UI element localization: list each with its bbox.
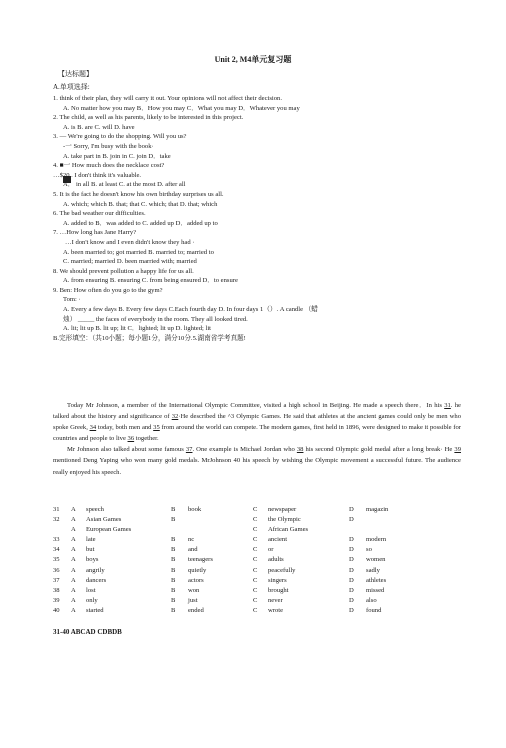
- question-number: 39: [53, 596, 60, 604]
- option-text-d: found: [366, 606, 382, 614]
- option-letter-a: A: [71, 556, 76, 564]
- question-line: 5. It is the fact he doesn't know his own birthday surprises us all.: [53, 190, 224, 198]
- passage-paragraph: [53, 400, 461, 444]
- blank-number: 34: [89, 424, 97, 432]
- passage-text: Mr Johnson also talked about some famous: [67, 446, 186, 454]
- question-number: 34: [53, 546, 60, 554]
- options-row: [53, 556, 473, 566]
- option-text-b: book: [188, 506, 202, 513]
- option-letter-b: B: [171, 606, 176, 614]
- option-line: A. been married to; got married B. married to; married to: [63, 248, 214, 256]
- question-line: Tom: ·: [63, 296, 81, 304]
- options-row: [53, 516, 473, 526]
- blank-number: 35: [153, 424, 160, 432]
- option-letter-d: D: [349, 596, 354, 604]
- blank-number: 32: [171, 413, 179, 421]
- option-line: A. lit; lit up B. lit up; lit C．lighted; lit up D. lighted; lit: [63, 325, 211, 333]
- option-text-d: modern: [366, 536, 387, 544]
- option-letter-d: D: [349, 586, 354, 594]
- option-text-a: dancers: [86, 576, 107, 584]
- option-letter-a: A: [71, 596, 76, 604]
- option-letter-c: C: [253, 556, 258, 564]
- option-text-b: nc: [188, 536, 195, 544]
- option-text-c: brought: [268, 586, 289, 594]
- blank-number: 38: [296, 446, 304, 454]
- option-line: A． in all B. at least C. at the most D. after all: [63, 181, 186, 189]
- option-letter-b: B: [171, 596, 176, 604]
- question-line: 1. think of their plan, they will carry it out. Your opinions will not affect their decision.: [53, 95, 282, 102]
- option-letter-b: B: [171, 586, 176, 594]
- option-letter-a: A: [71, 506, 76, 513]
- option-line: A. which; which B. that; that C. which; that D. that; which: [63, 200, 218, 208]
- question-line: 烛） _____ the faces of everybody in the room. They all looked tired.: [63, 315, 248, 323]
- single-choice-questions: [53, 94, 463, 343]
- option-text-c: wrote: [268, 606, 284, 614]
- option-letter-b: B: [171, 506, 176, 513]
- question-line: 3. — We're going to do the shopping. Will you us?: [53, 133, 187, 141]
- options-row: [53, 506, 473, 516]
- option-text-a: but: [86, 546, 95, 554]
- option-text-c: ancient: [268, 536, 288, 544]
- option-text-b: and: [188, 546, 198, 554]
- option-text-a: angrily: [86, 566, 105, 574]
- question-number: 37: [53, 576, 60, 584]
- option-letter-b: B: [171, 556, 176, 564]
- option-letter-c: C: [253, 596, 258, 604]
- question-number: 38: [53, 586, 60, 594]
- question-number: 35: [53, 556, 60, 564]
- option-text-d: also: [366, 596, 377, 604]
- option-line: A. from ensuring B. ensuring C. from being ensured D．to ensure: [63, 277, 238, 285]
- answer-key: 31-40 ABCAD CDBDB: [53, 628, 122, 636]
- option-letter-b: B: [171, 516, 176, 524]
- option-letter-b: B: [171, 546, 176, 554]
- option-text-a: only: [86, 596, 98, 604]
- passage-paragraph: [53, 444, 461, 477]
- option-text-c: singers: [268, 576, 287, 584]
- option-letter-d: D: [349, 606, 354, 614]
- option-text-b: actors: [188, 576, 204, 584]
- option-text-c: never: [268, 596, 283, 604]
- option-letter-a: A: [71, 536, 76, 544]
- option-letter-d: D: [349, 546, 354, 554]
- question-line: 2. The child, as well as his parents, likely to be interested in this project.: [53, 114, 244, 122]
- options-row: [53, 536, 473, 546]
- option-text-c: newspaper: [268, 506, 297, 513]
- question-number: 31: [53, 506, 60, 513]
- option-letter-c: C: [253, 506, 258, 513]
- option-letter-c: C: [253, 576, 258, 584]
- option-text-a: started: [86, 606, 104, 614]
- option-text-d: sadly: [366, 566, 380, 574]
- option-letter-a: A: [71, 586, 76, 594]
- cloze-options-table: [53, 506, 473, 617]
- options-row: [53, 567, 473, 577]
- option-text-a: speech: [86, 506, 104, 513]
- option-letter-b: B: [171, 566, 176, 574]
- option-letter-a: A: [71, 526, 76, 534]
- option-text-d: magazin: [366, 506, 389, 513]
- option-text-a: Asian Games: [86, 516, 122, 524]
- passage-text: together.: [134, 435, 159, 443]
- option-letter-d: D: [349, 556, 354, 564]
- passage-text: from around the world can compete. The modern games, first held in 1896, were designed to make it possible for countries and people to live: [53, 424, 461, 443]
- blank-number: 39: [454, 446, 461, 454]
- question-number: 33: [53, 536, 60, 544]
- option-letter-c: C: [253, 526, 258, 534]
- passage-text: mentioned Deng Yaping who won many gold medals. MrJohnson 40 his speech by wishing the Olympic movement a successful future. The audience really enjoyed his speech.: [53, 457, 461, 476]
- option-text-c: peacefully: [268, 566, 296, 574]
- option-text-a: lost: [86, 586, 96, 594]
- blank-number: 31: [444, 402, 451, 409]
- option-letter-d: D: [349, 506, 354, 513]
- blank-number: 37: [185, 446, 193, 454]
- section-heading-cloze: B.完形填空：（共10小题；每小题1分，满分10分.5.湖南省学考真题!: [53, 334, 246, 342]
- option-text-a: late: [86, 536, 96, 544]
- question-line: …I don't know and I even didn't know they had ·: [65, 238, 195, 246]
- option-line: A. No matter how you may B．How you may C．What you may D．Whatever you may: [63, 104, 300, 112]
- option-text-a: boys: [86, 556, 99, 564]
- page-title: Unit 2, M4单元复习题: [214, 55, 292, 64]
- passage-text: ·He described the ^3 Olympic Games. He said that athletes at the ancient games could only be men who spoke Greek,: [53, 413, 461, 432]
- question-number: 32: [53, 516, 60, 524]
- option-line: A. added to B．was added to C. added up D．added up to: [63, 219, 218, 227]
- option-text-d: so: [366, 546, 372, 554]
- options-row: [53, 597, 473, 607]
- option-letter-a: A: [71, 606, 76, 614]
- option-text-b: won: [188, 586, 200, 594]
- question-line: …$20 . I don't think it's valuable.: [53, 171, 142, 179]
- option-letter-c: C: [253, 536, 258, 544]
- passage-text: today, both men and: [96, 424, 154, 432]
- option-text-b: teenagers: [188, 556, 213, 564]
- passage-text: . One example is Michael Jordan who: [192, 446, 297, 454]
- passage-text: his second Olympic gold medal after a long break· He: [303, 446, 455, 454]
- option-text-c: or: [268, 546, 274, 554]
- section-heading-practice: 【达标题】: [58, 70, 93, 78]
- options-row: [53, 546, 473, 556]
- option-letter-a: A: [71, 546, 76, 554]
- question-line: 8. We should prevent pollution a happy life for us all.: [53, 267, 194, 275]
- question-line: -一 Sorry, I'm busy with the book·: [63, 142, 154, 150]
- passage-text: Today Mr Johnson, a member of the International Olympic Committee, visited a high school in Beijing. He made a speech there．In his: [67, 402, 445, 409]
- option-letter-c: C: [253, 516, 258, 524]
- question-line: 7. …How long has Jane Harry?: [53, 229, 137, 237]
- passage-text: . he talked about the history and significance of: [53, 402, 461, 421]
- option-letter-a: A: [71, 516, 76, 524]
- option-letter-b: B: [171, 536, 176, 544]
- option-letter-d: D: [349, 516, 354, 524]
- option-text-c: African Games: [268, 526, 309, 534]
- option-text-c: the Olympic: [268, 516, 301, 524]
- question-line: 4. ■一 How much does the necklace cost?: [53, 162, 165, 170]
- cloze-passage: [53, 400, 461, 478]
- options-row: [53, 587, 473, 597]
- option-text-a: European Games: [86, 526, 132, 534]
- option-text-d: women: [366, 556, 386, 564]
- option-letter-d: D: [349, 566, 354, 574]
- option-letter-c: C: [253, 566, 258, 574]
- option-line: A. Every a few days B. Every few days C.Each fourth day D. In four days 1（）. A candle （蜡: [63, 306, 318, 314]
- option-text-c: adults: [268, 556, 284, 564]
- option-text-b: ended: [188, 606, 204, 614]
- option-letter-d: D: [349, 576, 354, 584]
- section-heading-single-choice: A.单项选择:: [53, 83, 90, 91]
- option-text-b: quietly: [188, 566, 207, 574]
- option-line: A. is B. are C. will D. have: [63, 123, 135, 131]
- option-letter-c: C: [253, 606, 258, 614]
- question-number: 40: [53, 606, 60, 614]
- option-text-b: just: [188, 596, 198, 604]
- option-letter-c: C: [253, 586, 258, 594]
- question-line: 6. The bad weather our difficulties.: [53, 210, 146, 218]
- question-number: 36: [53, 566, 60, 574]
- options-row: [53, 607, 473, 617]
- option-letter-a: A: [71, 566, 76, 574]
- option-text-d: missed: [366, 586, 385, 594]
- option-line: C. married; married D. been married with; married: [63, 258, 197, 266]
- question-line: 9. Ben: How often do you go to the gym?: [53, 286, 163, 294]
- options-row: [53, 526, 473, 536]
- option-letter-d: D: [349, 536, 354, 544]
- option-letter-a: A: [71, 576, 76, 584]
- option-letter-c: C: [253, 546, 258, 554]
- option-letter-b: B: [171, 576, 176, 584]
- options-row: [53, 577, 473, 587]
- blank-number: 36: [127, 435, 135, 443]
- option-line: A. take part in B. join in C. join D．take: [63, 152, 171, 160]
- option-text-d: athletes: [366, 576, 387, 584]
